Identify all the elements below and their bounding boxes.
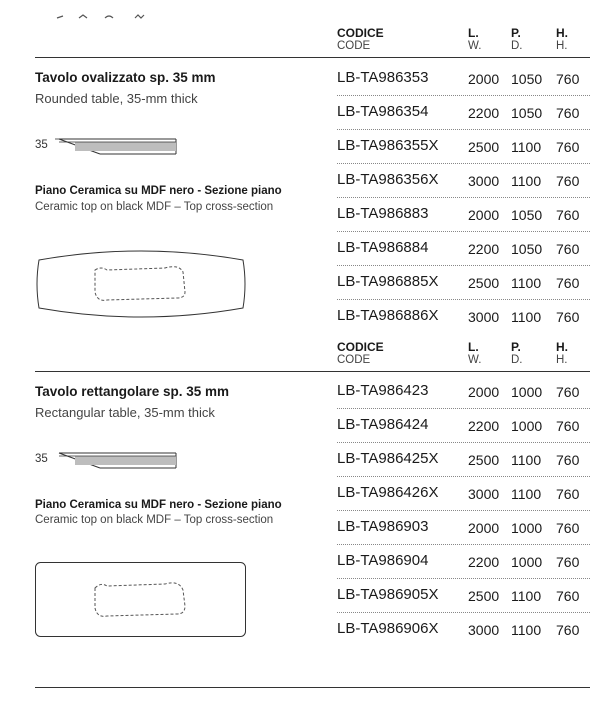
section2-subtitle: Rectangular table, 35-mm thick	[35, 405, 215, 420]
header-width: L. W.	[468, 26, 482, 52]
table-row: LB-TA986356X 3000 1100 760	[337, 164, 590, 198]
header-depth: P. D.	[511, 26, 523, 52]
table-row: LB-TA986906X 3000 1100 760	[337, 620, 580, 638]
table-header-2	[337, 341, 590, 371]
table-row: LB-TA986903 2000 1000 760	[337, 511, 590, 545]
section2-title: Tavolo rettangolare sp. 35 mm	[35, 384, 230, 399]
header-code: CODICE CODE	[337, 26, 384, 52]
header-height: H. H.	[556, 26, 568, 52]
section2-edge-profile-drawing	[55, 450, 180, 472]
table-row: LB-TA986886X 3000 1100 760	[337, 307, 580, 325]
table-row: LB-TA986355X 2500 1100 760	[337, 130, 590, 164]
table-row: LB-TA986885X 2500 1100 760	[337, 266, 590, 300]
section2-material-subtitle: Ceramic top on black MDF – Top cross-section	[35, 514, 274, 526]
section1-title: Tavolo ovalizzato sp. 35 mm	[35, 70, 216, 85]
section2-thickness-label: 35	[35, 453, 48, 465]
table-row: LB-TA986354 2200 1050 760	[337, 96, 590, 130]
section-divider	[35, 371, 590, 372]
table-row: LB-TA986905X 2500 1100 760	[337, 579, 590, 613]
table-header-1	[337, 27, 590, 57]
section1-material-title: Piano Ceramica su MDF nero - Sezione piano	[35, 185, 282, 197]
table-row: LB-TA986424 2200 1000 760	[337, 409, 590, 443]
table-row: LB-TA986423 2000 1000 760	[337, 375, 590, 409]
table-row: LB-TA986884 2200 1050 760	[337, 232, 590, 266]
bottom-divider	[35, 687, 590, 688]
table-row: LB-TA986904 2200 1000 760	[337, 545, 590, 579]
section1-oval-table-drawing	[35, 246, 247, 322]
section1-subtitle: Rounded table, 35-mm thick	[35, 91, 198, 106]
section2-material-title: Piano Ceramica su MDF nero - Sezione piano	[35, 499, 282, 511]
section1-edge-profile-drawing	[55, 136, 180, 158]
table-row: LB-TA986883 2000 1050 760	[337, 198, 590, 232]
section1-thickness-label: 35	[35, 139, 48, 151]
section1-material-subtitle: Ceramic top on black MDF – Top cross-section	[35, 201, 274, 213]
table-row: LB-TA986425X 2500 1100 760	[337, 443, 590, 477]
header-depth: P. D.	[511, 340, 523, 366]
cropped-text-fragment	[35, 6, 155, 20]
table-row: LB-TA986426X 3000 1100 760	[337, 477, 590, 511]
table-row: LB-TA986353 2000 1050 760	[337, 62, 590, 96]
header-code: CODICE CODE	[337, 340, 384, 366]
top-divider	[35, 57, 590, 58]
section2-rectangular-table-drawing	[35, 562, 247, 638]
header-height: H. H.	[556, 340, 568, 366]
header-width: L. W.	[468, 340, 482, 366]
